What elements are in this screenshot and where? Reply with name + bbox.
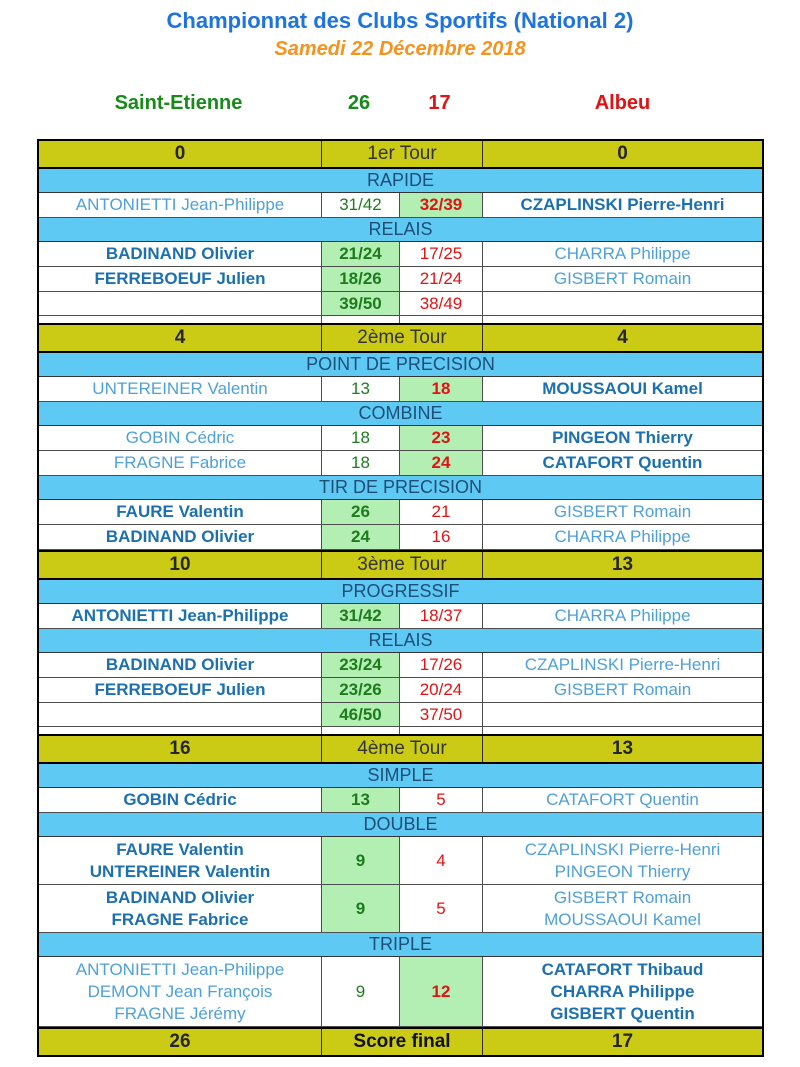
- away-team-name: Albeu: [594, 92, 651, 114]
- event-header-row: [39, 629, 762, 653]
- match-row: [39, 604, 762, 629]
- away-player-names: [483, 837, 762, 885]
- home-score: 9: [322, 957, 400, 1027]
- away-player-name: MOUSSAOUI Kamel: [483, 377, 762, 402]
- away-score: 17/25: [400, 242, 483, 267]
- away-player-name: CHARRA Philippe: [550, 981, 695, 1001]
- event-title: PROGRESSIF: [39, 580, 762, 604]
- home-player-name: FERREBOEUF Julien: [39, 267, 322, 292]
- home-player-name: FRAGNE Fabrice: [39, 451, 322, 476]
- home-team-name: Saint-Etienne: [114, 92, 243, 114]
- round-home-score: 0: [39, 141, 322, 167]
- round-home-score: 16: [39, 736, 322, 762]
- round-header-row: [39, 323, 762, 353]
- away-player-names: [483, 885, 762, 933]
- away-player-name: GISBERT Romain: [483, 678, 762, 703]
- home-player-names: [39, 957, 322, 1027]
- event-title: TRIPLE: [39, 933, 762, 957]
- away-player-name: CZAPLINSKI Pierre-Henri: [483, 653, 762, 678]
- spacer-cell: [322, 727, 400, 734]
- match-date: Samedi 22 Décembre 2018: [274, 38, 526, 60]
- round-away-score: 0: [483, 141, 762, 167]
- home-player-name: [39, 292, 322, 316]
- event-header-row: [39, 402, 762, 426]
- home-score: 9: [322, 837, 400, 885]
- round-home-score: 4: [39, 325, 322, 351]
- scoreboard-header: [37, 92, 764, 115]
- home-player-name: FERREBOEUF Julien: [39, 678, 322, 703]
- away-score: 23: [400, 426, 483, 451]
- away-score: 18: [400, 377, 483, 402]
- event-header-row: [39, 580, 762, 604]
- away-score: 20/24: [400, 678, 483, 703]
- match-row: [39, 653, 762, 678]
- home-score: 46/50: [322, 703, 400, 727]
- round-header-row: [39, 734, 762, 764]
- final-score-row: [39, 1027, 762, 1055]
- home-score: 23/24: [322, 653, 400, 678]
- home-player-names: [39, 885, 322, 933]
- home-player-name: GOBIN Cédric: [39, 788, 322, 813]
- home-score: 13: [322, 377, 400, 402]
- away-score: 5: [400, 885, 483, 933]
- away-score: 32/39: [400, 193, 483, 218]
- event-title: RAPIDE: [39, 169, 762, 193]
- round-away-score: 13: [483, 552, 762, 578]
- home-score: 23/26: [322, 678, 400, 703]
- home-total-score: 26: [347, 92, 371, 114]
- home-score: 18: [322, 451, 400, 476]
- home-player-name: BADINAND Olivier: [39, 242, 322, 267]
- match-row: [39, 193, 762, 218]
- home-player-name: BADINAND Olivier: [105, 887, 255, 907]
- away-player-name: PINGEON Thierry: [554, 861, 691, 881]
- round-label: 3ème Tour: [322, 552, 483, 578]
- home-player-name: GOBIN Cédric: [39, 426, 322, 451]
- round-header-row: [39, 550, 762, 580]
- home-score: 18: [322, 426, 400, 451]
- event-title: SIMPLE: [39, 764, 762, 788]
- totals-row: [39, 292, 762, 316]
- home-player-name: DEMONT Jean François: [87, 981, 273, 1001]
- totals-row: [39, 703, 762, 727]
- match-row: [39, 451, 762, 476]
- spacer-cell: [483, 316, 762, 323]
- away-player-name: CZAPLINSKI Pierre-Henri: [483, 193, 762, 218]
- round-away-score: 13: [483, 736, 762, 762]
- home-player-name: BADINAND Olivier: [39, 653, 322, 678]
- match-row: [39, 426, 762, 451]
- competition-title: Championnat des Clubs Sportifs (National 2): [166, 8, 634, 33]
- home-player-name: FRAGNE Fabrice: [111, 909, 249, 929]
- away-player-name: GISBERT Romain: [483, 500, 762, 525]
- away-score: 21: [400, 500, 483, 525]
- away-player-name: GISBERT Quentin: [550, 1003, 695, 1023]
- home-score: 9: [322, 885, 400, 933]
- spacer-cell: [400, 727, 483, 734]
- home-score: 13: [322, 788, 400, 813]
- home-score: 39/50: [322, 292, 400, 316]
- results-table: [37, 139, 764, 1057]
- away-score: 4: [400, 837, 483, 885]
- event-header-row: [39, 933, 762, 957]
- home-score: 24: [322, 525, 400, 550]
- event-header-row: [39, 218, 762, 242]
- event-header-row: [39, 764, 762, 788]
- match-row: [39, 957, 762, 1027]
- match-row: [39, 678, 762, 703]
- match-row: [39, 525, 762, 550]
- spacer-cell: [39, 727, 322, 734]
- match-row: [39, 377, 762, 402]
- event-title: RELAIS: [39, 629, 762, 653]
- away-player-names: [483, 957, 762, 1027]
- away-score: 5: [400, 788, 483, 813]
- away-score: 17/26: [400, 653, 483, 678]
- event-title: COMBINE: [39, 402, 762, 426]
- away-player-name: GISBERT Romain: [553, 887, 692, 907]
- spacer-cell: [483, 727, 762, 734]
- home-player-names: [39, 837, 322, 885]
- away-player-name: CATAFORT Quentin: [483, 788, 762, 813]
- away-total-score: 17: [428, 92, 451, 114]
- away-score: 12: [400, 957, 483, 1027]
- round-label: 1er Tour: [322, 141, 483, 167]
- match-row: [39, 242, 762, 267]
- round-label: 2ème Tour: [322, 325, 483, 351]
- event-title: TIR DE PRECISION: [39, 476, 762, 500]
- away-score: 16: [400, 525, 483, 550]
- spacer-cell: [400, 316, 483, 323]
- away-player-name: CATAFORT Thibaud: [541, 959, 704, 979]
- away-player-name: CATAFORT Quentin: [483, 451, 762, 476]
- away-player-name: GISBERT Romain: [483, 267, 762, 292]
- round-away-score: 4: [483, 325, 762, 351]
- event-header-row: [39, 476, 762, 500]
- spacer-row: [39, 727, 762, 734]
- match-row: [39, 788, 762, 813]
- home-score: 21/24: [322, 242, 400, 267]
- match-row: [39, 267, 762, 292]
- away-score: 21/24: [400, 267, 483, 292]
- home-player-name: FAURE Valentin: [39, 500, 322, 525]
- home-player-name: FRAGNE Jérémy: [114, 1003, 246, 1023]
- round-header-row: [39, 141, 762, 169]
- event-header-row: [39, 813, 762, 837]
- match-row: [39, 500, 762, 525]
- away-score: 37/50: [400, 703, 483, 727]
- event-header-row: [39, 353, 762, 377]
- away-score: 18/37: [400, 604, 483, 629]
- home-player-name: ANTONIETTI Jean-Philippe: [75, 959, 285, 979]
- home-player-name: BADINAND Olivier: [39, 525, 322, 550]
- home-player-name: UNTEREINER Valentin: [39, 377, 322, 402]
- match-row: [39, 885, 762, 933]
- event-header-row: [39, 169, 762, 193]
- event-title: DOUBLE: [39, 813, 762, 837]
- away-player-name: MOUSSAOUI Kamel: [544, 909, 701, 929]
- away-player-name: CHARRA Philippe: [483, 604, 762, 629]
- match-row: [39, 837, 762, 885]
- away-player-name: CZAPLINSKI Pierre-Henri: [524, 839, 721, 859]
- home-score: 18/26: [322, 267, 400, 292]
- spacer-row: [39, 316, 762, 323]
- away-player-name: CHARRA Philippe: [483, 525, 762, 550]
- home-score: 31/42: [322, 604, 400, 629]
- home-player-name: [39, 703, 322, 727]
- home-player-name: ANTONIETTI Jean-Philippe: [39, 604, 322, 629]
- home-player-name: ANTONIETTI Jean-Philippe: [39, 193, 322, 218]
- spacer-cell: [322, 316, 400, 323]
- home-player-name: UNTEREINER Valentin: [89, 861, 271, 881]
- round-label: 4ème Tour: [322, 736, 483, 762]
- final-home-score: 26: [39, 1029, 322, 1055]
- away-player-name: [483, 703, 762, 727]
- home-player-name: FAURE Valentin: [116, 839, 244, 859]
- spacer-cell: [39, 316, 322, 323]
- away-player-name: PINGEON Thierry: [483, 426, 762, 451]
- home-score: 26: [322, 500, 400, 525]
- event-title: RELAIS: [39, 218, 762, 242]
- home-score: 31/42: [322, 193, 400, 218]
- event-title: POINT DE PRECISION: [39, 353, 762, 377]
- away-score: 38/49: [400, 292, 483, 316]
- away-player-name: CHARRA Philippe: [483, 242, 762, 267]
- round-home-score: 10: [39, 552, 322, 578]
- away-score: 24: [400, 451, 483, 476]
- final-label: Score final: [322, 1029, 483, 1055]
- away-player-name: [483, 292, 762, 316]
- final-away-score: 17: [483, 1029, 762, 1055]
